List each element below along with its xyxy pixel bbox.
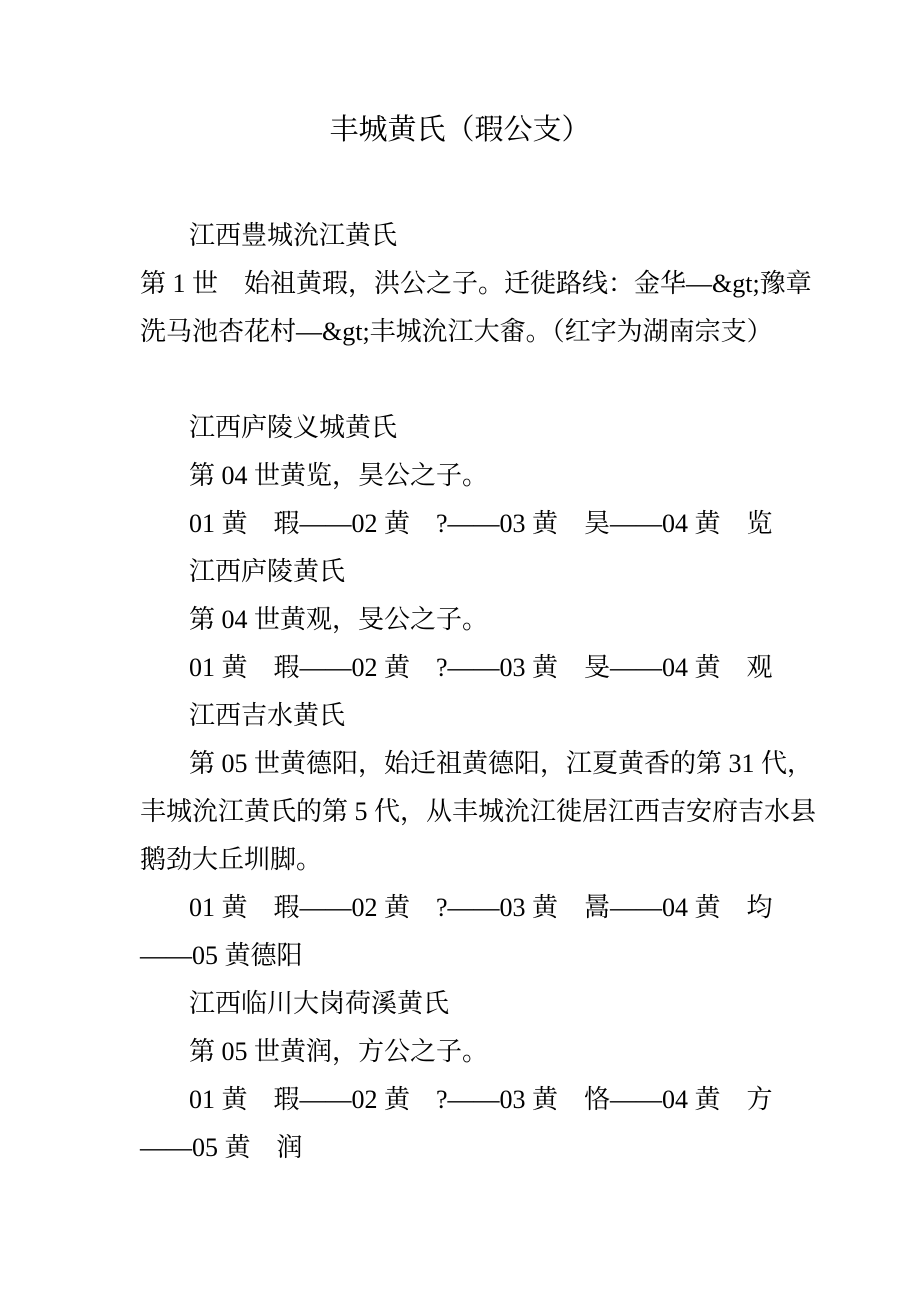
generation-line-cont: 鹅劲大丘圳脚。 xyxy=(140,845,323,874)
generation-line-cont: 丰城沇江黄氏的第 5 代，从丰城沇江徙居江西吉安府吉水县 xyxy=(140,797,817,826)
lineage-line: 01 黄 瑕——02 黄 ?——03 黄 昊——04 黄 览 xyxy=(189,509,773,538)
lineage-line-cont: ——05 黄德阳 xyxy=(140,941,303,970)
blank-line xyxy=(140,356,800,404)
section-heading: 江西庐陵黄氏 xyxy=(189,557,346,586)
lineage-line: 01 黄 瑕——02 黄 ?——03 黄 暠——04 黄 均 xyxy=(189,893,773,922)
lineage-line: 01 黄 瑕——02 黄 ?——03 黄 旻——04 黄 观 xyxy=(189,653,773,682)
generation-line: 第 1 世 始祖黄瑕，洪公之子。迁徙路线：金华—&gt;豫章 xyxy=(140,269,812,298)
generation-line: 第 05 世黄润，方公之子。 xyxy=(189,1037,489,1066)
lineage-line: 01 黄 瑕——02 黄 ?——03 黄 恪——04 黄 方 xyxy=(189,1085,773,1114)
generation-line: 第 05 世黄德阳，始迁祖黄德阳，江夏黄香的第 31 代， xyxy=(189,749,814,778)
section-heading: 江西豊城沇江黄氏 xyxy=(189,221,398,250)
section-heading: 江西临川大岗荷溪黄氏 xyxy=(189,989,450,1018)
generation-line: 第 04 世黄览，昊公之子。 xyxy=(189,461,489,490)
lineage-line-cont: ——05 黄 润 xyxy=(140,1133,303,1162)
document-body xyxy=(140,212,817,1172)
section-heading: 江西吉水黄氏 xyxy=(189,701,346,730)
generation-line-cont: 洗马池杏花村—&gt;丰城沇江大畬。（红字为湖南宗支） xyxy=(140,317,773,346)
document-title: 丰城黄氏（瑕公支） xyxy=(329,114,591,146)
section-heading: 江西庐陵义城黄氏 xyxy=(189,413,398,442)
generation-line: 第 04 世黄观，旻公之子。 xyxy=(189,605,489,634)
